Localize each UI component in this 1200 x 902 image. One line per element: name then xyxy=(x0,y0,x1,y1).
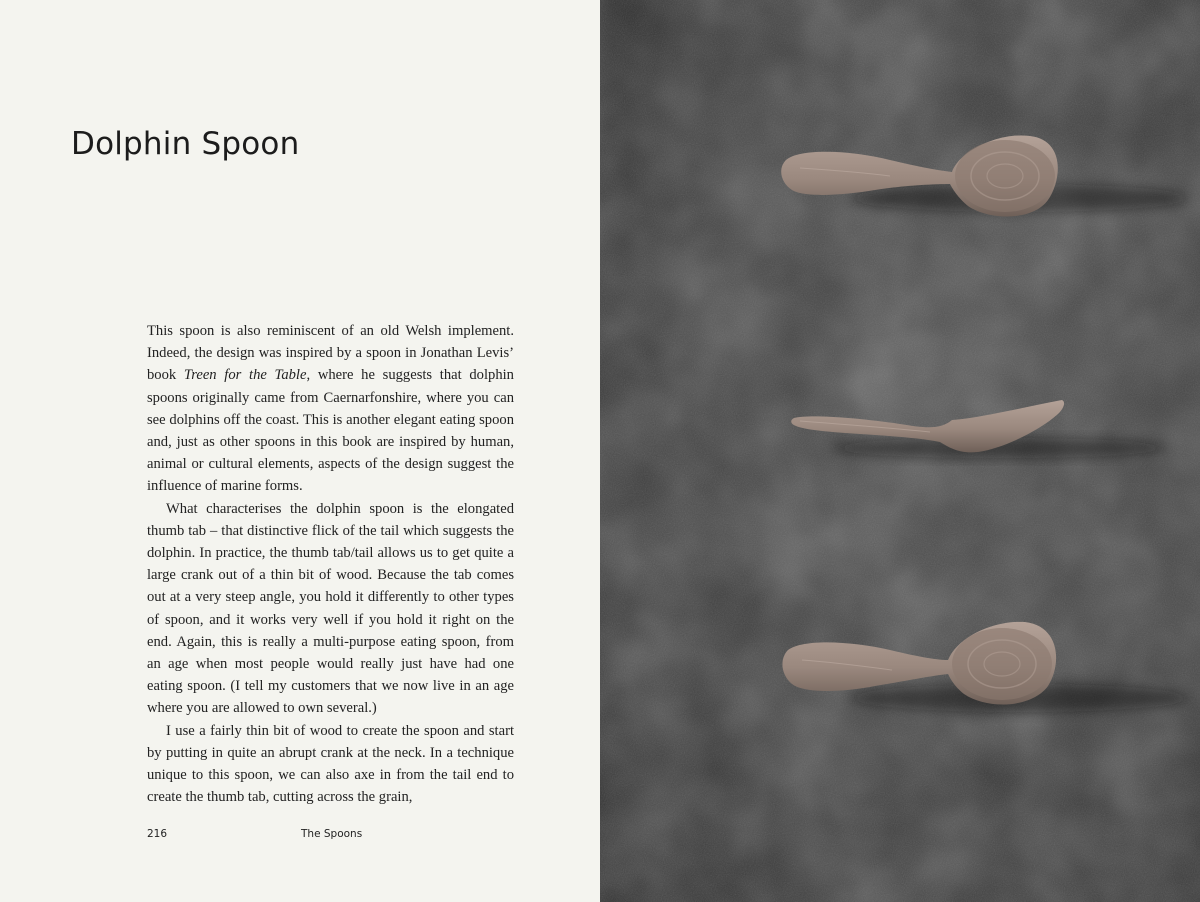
body-text xyxy=(147,320,514,808)
page-number: 216 xyxy=(147,828,168,840)
chapter-title: Dolphin Spoon xyxy=(71,126,300,162)
paragraph-2-run-1: What characterises the dolphin spoon is the elongated thumb tab – that distinctive flick of the tail which suggests the dolphin. In practice, the thumb tab/tail allows us to get quite a large crank out of a thin bit of wood. Because the tab comes out at a very steep angle, you hold it differently to other types of spoon, and it works very well if you hold it right on the end. Again, this is really a multi-purpose eating spoon, from an age when most people would really just have had one eating spoon. (I tell my customers that we now live in an age where you are allowed to own several.) xyxy=(147,500,514,717)
paragraph-1-run-1: This spoon is also reminiscent of an old Welsh implement. Indeed, the design was inspired by a spoon in Jonathan Levis’ book xyxy=(147,323,514,384)
paragraph-3-run-1: I use a fairly thin bit of wood to create the spoon and start by putting in quite an abrupt crank at the neck. In a technique unique to this spoon, we can also axe in from the tail end to create the thumb tab, cutting across the grain, xyxy=(147,722,514,806)
paragraph-1 xyxy=(147,320,514,498)
paragraph-1-run-3: , where he suggests that dolphin spoons originally came from Caernarfonshire, where you can see dolphins off the coast. This is another elegant eating spoon and, just as other spoons in this book are inspired by human, animal or cultural elements, aspects of the design suggest the influence of marine forms. xyxy=(147,367,514,495)
spoons-photo-svg xyxy=(600,0,1200,902)
spoon-3-bowl xyxy=(952,628,1052,700)
paragraph-3 xyxy=(147,720,514,809)
spoons-photograph xyxy=(600,0,1200,902)
spoon-1-bowl xyxy=(955,140,1055,212)
running-title: The Spoons xyxy=(301,828,363,840)
paragraph-2 xyxy=(147,498,514,720)
book-title-treen: Treen for the Table xyxy=(183,367,307,384)
